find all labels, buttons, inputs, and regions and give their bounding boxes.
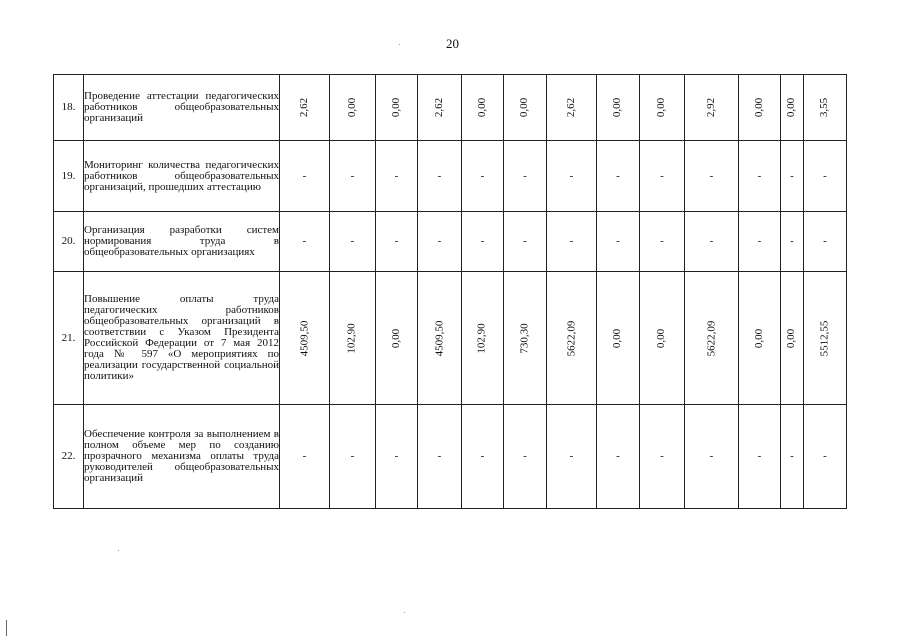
cell-value: - <box>569 169 574 182</box>
value-cell <box>597 141 640 212</box>
cell-value: - <box>757 450 762 462</box>
measure-description: Обеспечение контроля за выполнением в полном объеме мер по созданию прозрачного механизма оплаты труда руководителей общеобразовательных организаций <box>84 405 280 509</box>
row-number: 19. <box>54 141 84 212</box>
page-number: 20 <box>446 36 459 51</box>
value-cell <box>462 405 504 509</box>
value-cell <box>462 75 504 141</box>
cell-value: - <box>437 169 442 182</box>
value-cell <box>330 212 376 272</box>
value-cell <box>685 272 739 405</box>
measures-table <box>53 74 847 509</box>
cell-value: 0,00 <box>785 328 798 348</box>
value-cell <box>547 141 597 212</box>
cell-value: - <box>394 450 399 462</box>
table-row <box>54 272 847 405</box>
table-row <box>54 405 847 509</box>
cell-value: - <box>350 169 355 182</box>
value-cell <box>739 141 781 212</box>
cell-value: - <box>790 169 794 182</box>
cell-value: 2,92 <box>705 97 717 118</box>
scan-speck <box>404 612 405 613</box>
cell-value: 5622,09 <box>565 320 577 356</box>
value-cell <box>504 212 547 272</box>
row-number: 18. <box>54 75 84 141</box>
value-cell <box>504 75 547 141</box>
cell-value: - <box>523 169 527 182</box>
value-cell <box>781 75 804 141</box>
cell-value: - <box>823 235 827 247</box>
value-cell <box>376 75 418 141</box>
cell-value: - <box>616 235 620 247</box>
cell-value: - <box>616 169 620 182</box>
cell-value: - <box>709 235 714 247</box>
cell-value: - <box>790 450 794 462</box>
cell-value: - <box>660 169 664 182</box>
value-cell <box>280 405 330 509</box>
value-cell <box>597 212 640 272</box>
table-body <box>54 75 847 509</box>
value-cell <box>504 405 547 509</box>
value-cell <box>330 272 376 405</box>
value-cell <box>547 212 597 272</box>
value-cell <box>804 272 847 405</box>
measure-description: Повышение оплаты труда педагогических работников общеобразовательных организаций в соответствии с Указом Президента Российской Федерации от 7 мая 2012 года № 597 «О мероприятиях по реализации государственной социальной политики» <box>84 272 280 405</box>
value-cell <box>781 212 804 272</box>
value-cell <box>781 141 804 212</box>
cell-value: - <box>480 450 485 462</box>
cell-value: 0,00 <box>390 328 402 348</box>
value-cell <box>280 272 330 405</box>
value-cell <box>804 75 847 141</box>
scan-speck <box>399 44 400 45</box>
cell-value: 102,90 <box>476 322 488 354</box>
value-cell <box>597 405 640 509</box>
value-cell <box>640 272 685 405</box>
cell-value: - <box>757 235 762 247</box>
cell-value: 2,62 <box>433 97 445 118</box>
value-cell <box>640 141 685 212</box>
cell-value: - <box>350 235 355 247</box>
row-number: 22. <box>54 405 84 509</box>
measure-description: Мониторинг количества педагогических работников общеобразовательных организаций, прошедших аттестацию <box>84 141 280 212</box>
cell-value: - <box>660 235 664 247</box>
row-number: 20. <box>54 212 84 272</box>
cell-value: - <box>569 235 574 247</box>
value-cell <box>547 272 597 405</box>
cell-value: - <box>709 450 714 462</box>
cell-value: 3,55 <box>818 97 831 118</box>
value-cell <box>640 212 685 272</box>
cell-value: 0,00 <box>390 97 402 118</box>
cell-value: 0,00 <box>476 97 488 118</box>
value-cell <box>376 272 418 405</box>
scan-speck <box>118 550 119 551</box>
cell-value: 0,00 <box>346 97 358 118</box>
value-cell <box>280 75 330 141</box>
value-cell <box>804 405 847 509</box>
cell-value: - <box>709 169 714 182</box>
value-cell <box>739 272 781 405</box>
value-cell <box>804 141 847 212</box>
cell-value: - <box>823 169 827 182</box>
cell-value: 0,00 <box>518 97 531 118</box>
value-cell <box>640 75 685 141</box>
value-cell <box>376 141 418 212</box>
cell-value: - <box>302 235 307 247</box>
cell-value: 5622,09 <box>705 320 717 356</box>
value-cell <box>418 141 462 212</box>
cell-value: 4509,50 <box>298 320 310 356</box>
value-cell <box>504 141 547 212</box>
value-cell <box>685 405 739 509</box>
value-cell <box>685 75 739 141</box>
cell-value: - <box>350 450 355 462</box>
table-row <box>54 75 847 141</box>
cell-value: - <box>437 450 442 462</box>
value-cell <box>685 212 739 272</box>
cell-value: - <box>523 450 527 462</box>
value-cell <box>418 212 462 272</box>
cell-value: 0,00 <box>655 328 668 348</box>
cell-value: - <box>302 450 307 462</box>
value-cell <box>597 75 640 141</box>
cell-value: - <box>394 169 399 182</box>
cell-value: - <box>480 169 485 182</box>
value-cell <box>739 405 781 509</box>
cell-value: - <box>569 450 574 462</box>
cell-value: - <box>437 235 442 247</box>
cell-value: - <box>616 450 620 462</box>
value-cell <box>804 212 847 272</box>
cell-value: 102,90 <box>346 322 358 354</box>
cell-value: 0,00 <box>655 97 668 118</box>
cell-value: 2,62 <box>565 97 577 118</box>
cell-value: 5512,55 <box>818 320 831 356</box>
measure-description: Проведение аттестации педагогических работников общеобразовательных организаций <box>84 75 280 141</box>
cell-value: 730,30 <box>518 322 531 354</box>
cell-value: - <box>480 235 485 247</box>
measure-description: Организация разработки систем нормирования труда в общеобразовательных организациях <box>84 212 280 272</box>
cell-value: 0,00 <box>611 97 624 118</box>
cell-value: - <box>757 169 762 182</box>
value-cell <box>462 212 504 272</box>
cell-value: 0,00 <box>785 97 798 118</box>
value-cell <box>739 75 781 141</box>
cell-value: 0,00 <box>753 328 765 348</box>
value-cell <box>280 212 330 272</box>
cell-value: 0,00 <box>611 328 624 348</box>
value-cell <box>330 141 376 212</box>
value-cell <box>504 272 547 405</box>
value-cell <box>462 272 504 405</box>
value-cell <box>781 405 804 509</box>
value-cell <box>547 75 597 141</box>
value-cell <box>640 405 685 509</box>
value-cell <box>418 405 462 509</box>
value-cell <box>418 272 462 405</box>
table-row <box>54 141 847 212</box>
value-cell <box>739 212 781 272</box>
cell-value: 2,62 <box>298 97 310 118</box>
value-cell <box>547 405 597 509</box>
value-cell <box>330 405 376 509</box>
value-cell <box>462 141 504 212</box>
scan-edge-mark <box>6 620 7 636</box>
cell-value: - <box>660 450 664 462</box>
cell-value: - <box>523 235 527 247</box>
value-cell <box>685 141 739 212</box>
row-number: 21. <box>54 272 84 405</box>
table-row <box>54 212 847 272</box>
value-cell <box>781 272 804 405</box>
cell-value: 4509,50 <box>433 320 445 356</box>
cell-value: - <box>823 450 827 462</box>
value-cell <box>330 75 376 141</box>
value-cell <box>376 212 418 272</box>
value-cell <box>418 75 462 141</box>
cell-value: - <box>394 235 399 247</box>
cell-value: - <box>302 169 307 182</box>
value-cell <box>597 272 640 405</box>
cell-value: - <box>790 235 794 247</box>
value-cell <box>280 141 330 212</box>
cell-value: 0,00 <box>753 97 765 118</box>
value-cell <box>376 405 418 509</box>
